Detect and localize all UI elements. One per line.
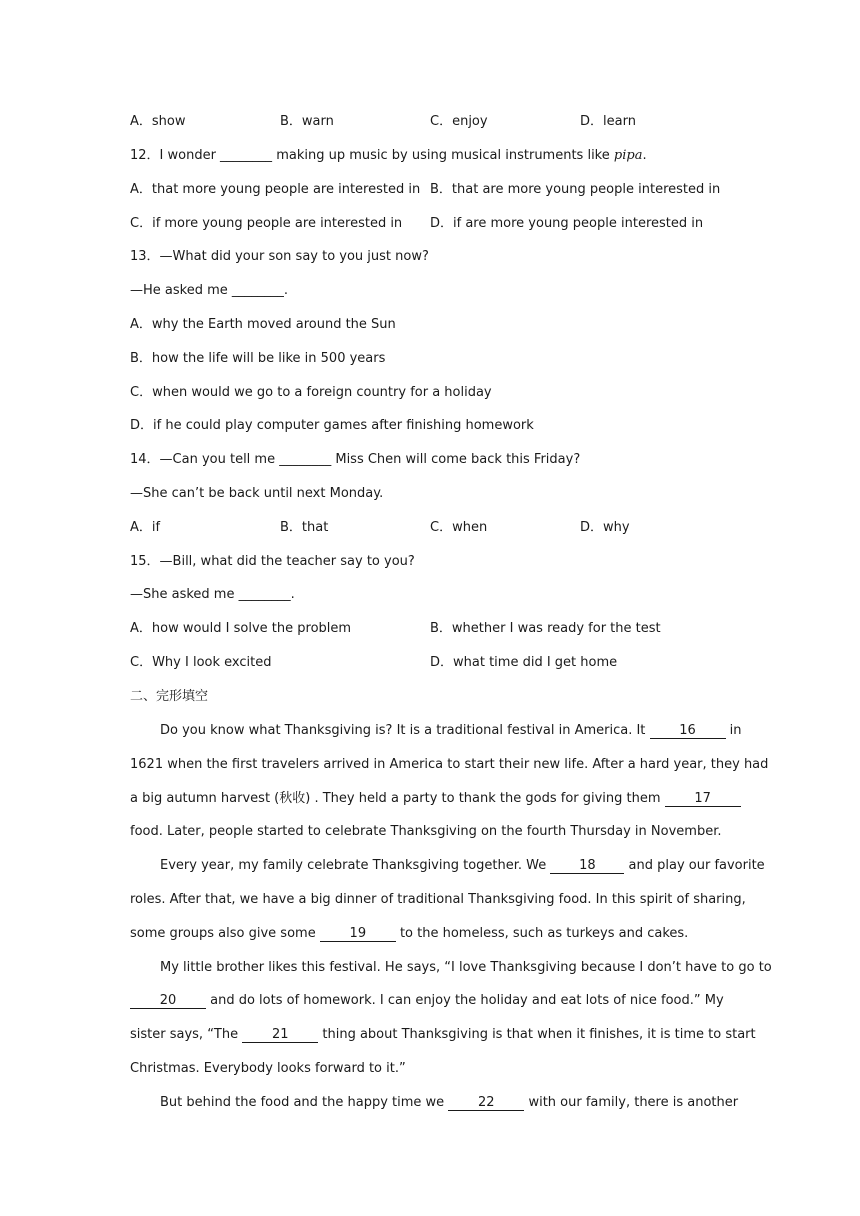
q14-reply: —She can’t be back until next Monday.	[130, 486, 384, 501]
passage-text: in	[725, 723, 742, 738]
passage-text: sister says, “The	[130, 1027, 243, 1042]
blank-20[interactable]: 20	[130, 993, 206, 1009]
passage-text: and do lots of homework. I can enjoy the holiday and eat lots of nice food.” My	[206, 993, 724, 1008]
q12-stem	[130, 147, 647, 165]
q15-option-a[interactable]: A．how would I solve the problem	[130, 621, 352, 636]
q12-stem-italic: pipa	[613, 148, 643, 163]
passage-text: Every year, my family celebrate Thanksgiving together. We	[160, 858, 551, 873]
q13-stem: 13．—What did your son say to you just now?	[130, 249, 429, 264]
q14-stem: 14．—Can you tell me ________ Miss Chen will come back this Friday?	[130, 452, 581, 467]
q12-option-d[interactable]: D．if are more young people interested in	[430, 216, 704, 231]
q11-option-d[interactable]: D．learn	[580, 114, 636, 129]
blank-19[interactable]: 19	[320, 926, 396, 942]
section-title: 二、完形填空	[130, 689, 209, 704]
passage-line	[160, 1094, 760, 1112]
q11-option-a[interactable]: A．show	[130, 114, 186, 129]
passage-text: with our family, there is another	[524, 1095, 739, 1110]
q14-option-a[interactable]: A．if	[130, 520, 161, 535]
q12-option-a[interactable]: A．that more young people are interested in	[130, 182, 421, 197]
passage-text: and play our favorite	[624, 858, 765, 873]
passage-text: Do you know what Thanksgiving is? It is a traditional festival in America. It	[160, 723, 650, 738]
q15-option-b[interactable]: B．whether I was ready for the test	[430, 621, 661, 636]
passage-text: But behind the food and the happy time we	[160, 1095, 449, 1110]
passage-line: food. Later, people started to celebrate Thanksgiving on the fourth Thursday in November.	[130, 824, 722, 839]
passage-text: some groups also give some	[130, 926, 320, 941]
passage-line	[160, 722, 760, 740]
blank-16[interactable]: 16	[650, 723, 726, 739]
passage-line	[130, 790, 730, 808]
q13-option-b[interactable]: B．how the life will be like in 500 years	[130, 351, 386, 366]
blank-18[interactable]: 18	[550, 858, 624, 874]
passage-line	[130, 925, 730, 943]
passage-line: Christmas. Everybody looks forward to it.”	[130, 1061, 406, 1076]
passage-text: thing about Thanksgiving is that when it finishes, it is time to start	[318, 1027, 756, 1042]
q15-stem: 15．—Bill, what did the teacher say to you?	[130, 554, 415, 569]
blank-21[interactable]: 21	[242, 1027, 318, 1043]
q14-option-b[interactable]: B．that	[280, 520, 329, 535]
q13-reply: —He asked me ________.	[130, 283, 289, 298]
q12-option-b[interactable]: B．that are more young people interested in	[430, 182, 721, 197]
passage-line: My little brother likes this festival. He says, “I love Thanksgiving because I don’t have to go to	[160, 960, 772, 975]
passage-line: roles. After that, we have a big dinner of traditional Thanksgiving food. In this spirit of sharing,	[130, 892, 746, 907]
q14-option-d[interactable]: D．why	[580, 520, 630, 535]
passage-line	[160, 857, 765, 875]
q12-stem-text: 12．I wonder ________ making up music by using musical instruments like	[130, 148, 614, 163]
q13-option-c[interactable]: C．when would we go to a foreign country for a holiday	[130, 385, 492, 400]
passage-text: a big autumn harvest (秋收) . They held a party to thank the gods for giving them	[130, 791, 665, 806]
blank-22[interactable]: 22	[448, 1095, 524, 1111]
passage-text: to the homeless, such as turkeys and cakes.	[395, 926, 689, 941]
q13-option-a[interactable]: A．why the Earth moved around the Sun	[130, 317, 396, 332]
q13-option-d[interactable]: D．if he could play computer games after finishing homework	[130, 418, 534, 433]
blank-17[interactable]: 17	[665, 791, 741, 807]
passage-line	[130, 1026, 756, 1044]
q12-option-c[interactable]: C．if more young people are interested in	[130, 216, 403, 231]
q12-stem-end: .	[642, 148, 647, 163]
q15-option-c[interactable]: C．Why I look excited	[130, 655, 272, 670]
q14-option-c[interactable]: C．when	[430, 520, 488, 535]
q11-option-b[interactable]: B．warn	[280, 114, 334, 129]
passage-line	[130, 992, 730, 1010]
passage-line: 1621 when the first travelers arrived in America to start their new life. After a hard year, they had	[130, 757, 769, 772]
q11-option-c[interactable]: C．enjoy	[430, 114, 488, 129]
q15-reply: —She asked me ________.	[130, 587, 295, 602]
q15-option-d[interactable]: D．what time did I get home	[430, 655, 618, 670]
